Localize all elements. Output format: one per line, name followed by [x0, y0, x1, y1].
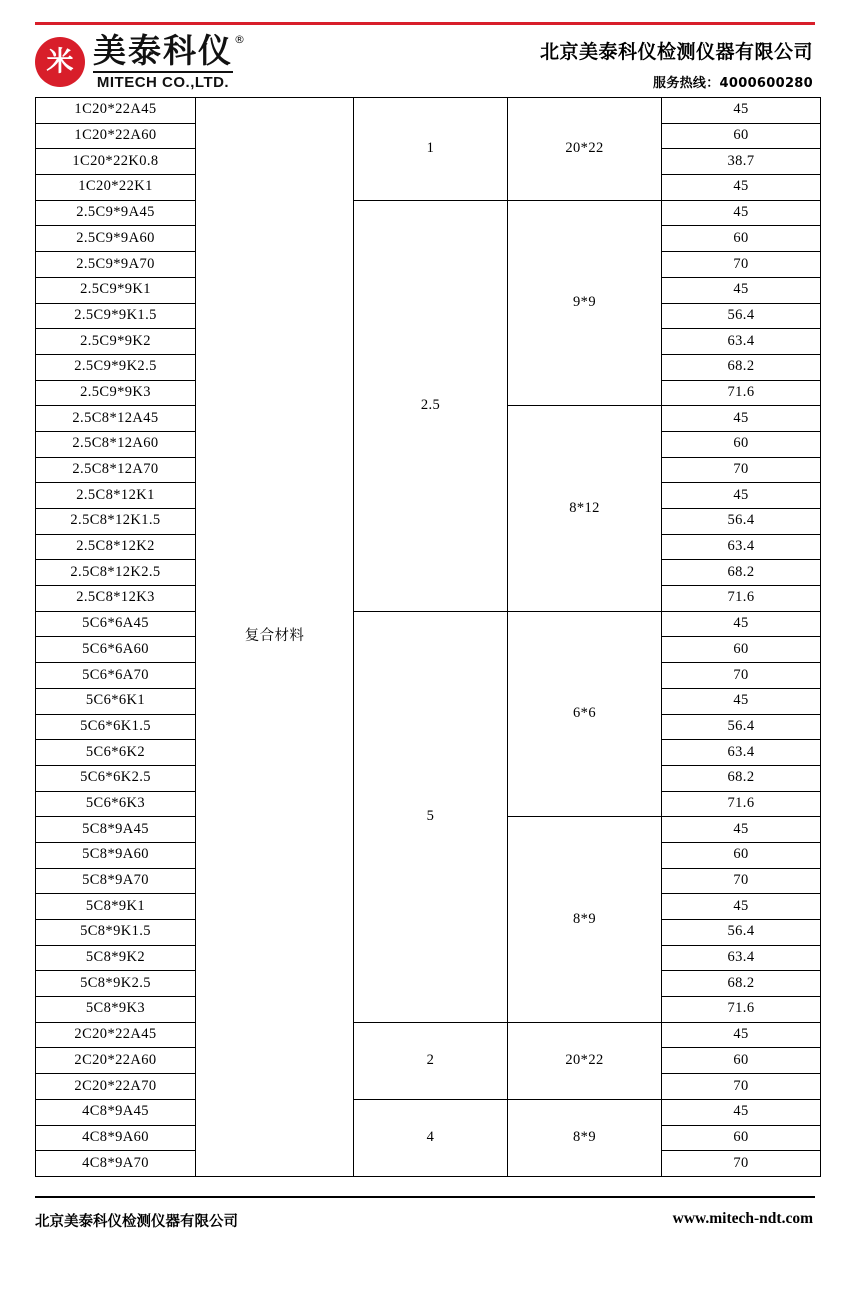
cell-model: 5C6*6A60 [36, 637, 196, 663]
cell-model: 2.5C8*12K2.5 [36, 560, 196, 586]
cell-angle: 45 [662, 175, 821, 201]
cell-angle: 71.6 [662, 997, 821, 1023]
cell-angle: 56.4 [662, 714, 821, 740]
cell-model: 2.5C9*9A45 [36, 200, 196, 226]
cell-angle: 68.2 [662, 971, 821, 997]
cell-frequency: 2 [354, 1022, 508, 1099]
cell-model: 5C6*6K1 [36, 688, 196, 714]
cell-model: 5C8*9A70 [36, 868, 196, 894]
table-row [36, 1022, 821, 1048]
cell-model: 1C20*22K0.8 [36, 149, 196, 175]
cell-angle: 70 [662, 252, 821, 278]
cell-model: 4C8*9A60 [36, 1125, 196, 1151]
table-row [36, 200, 821, 226]
cell-model: 2.5C9*9K1 [36, 277, 196, 303]
cell-model: 2.5C8*12K2 [36, 534, 196, 560]
cell-angle: 71.6 [662, 380, 821, 406]
cell-model: 5C6*6A45 [36, 611, 196, 637]
cell-model: 5C6*6K2 [36, 740, 196, 766]
cell-angle: 60 [662, 226, 821, 252]
cell-angle: 45 [662, 1022, 821, 1048]
cell-model: 5C6*6K3 [36, 791, 196, 817]
cell-model: 2.5C9*9A60 [36, 226, 196, 252]
cell-angle: 60 [662, 637, 821, 663]
cell-frequency: 4 [354, 1099, 508, 1176]
cell-angle: 60 [662, 842, 821, 868]
registered-mark-icon: ® [234, 33, 247, 47]
company-name: 北京美泰科仪检测仪器有限公司 [539, 40, 813, 63]
cell-angle: 45 [662, 277, 821, 303]
cell-model: 2.5C9*9K2.5 [36, 354, 196, 380]
cell-angle: 70 [662, 663, 821, 689]
cell-model: 5C8*9K2.5 [36, 971, 196, 997]
cell-model: 2.5C8*12K1.5 [36, 509, 196, 535]
cell-model: 5C8*9A60 [36, 842, 196, 868]
brand-text [93, 31, 247, 91]
cell-material: 复合材料 [196, 98, 354, 1177]
cell-angle: 45 [662, 98, 821, 124]
cell-size: 8*12 [508, 406, 662, 612]
cell-angle: 60 [662, 1048, 821, 1074]
footer-company-name: 北京美泰科仪检测仪器有限公司 [35, 1214, 238, 1230]
cell-frequency: 5 [354, 611, 508, 1022]
cell-frequency: 2.5 [354, 200, 508, 611]
cell-angle: 45 [662, 688, 821, 714]
cell-angle: 63.4 [662, 740, 821, 766]
cell-model: 5C8*9K2 [36, 945, 196, 971]
cell-model: 2.5C9*9A70 [36, 252, 196, 278]
cell-model: 2.5C8*12A70 [36, 457, 196, 483]
cell-angle: 45 [662, 406, 821, 432]
cell-model: 2.5C9*9K1.5 [36, 303, 196, 329]
cell-size: 9*9 [508, 200, 662, 406]
cell-size: 8*9 [508, 1099, 662, 1176]
brand-block [35, 28, 247, 91]
cell-angle: 45 [662, 483, 821, 509]
cell-angle: 63.4 [662, 329, 821, 355]
cell-angle: 56.4 [662, 303, 821, 329]
footer-website[interactable]: www.mitech-ndt.com [672, 1210, 813, 1227]
cell-model: 2.5C9*9K2 [36, 329, 196, 355]
cell-model: 5C6*6A70 [36, 663, 196, 689]
cell-angle: 45 [662, 894, 821, 920]
cell-angle: 63.4 [662, 945, 821, 971]
cell-model: 1C20*22A45 [36, 98, 196, 124]
cell-angle: 38.7 [662, 149, 821, 175]
table-row [36, 1099, 821, 1125]
cell-model: 2C20*22A70 [36, 1074, 196, 1100]
mitech-logo-icon [35, 37, 85, 87]
brand-name-cn [93, 31, 247, 71]
cell-size: 6*6 [508, 611, 662, 817]
cell-model: 2C20*22A60 [36, 1048, 196, 1074]
cell-frequency: 1 [354, 98, 508, 201]
cell-model: 2.5C8*12K1 [36, 483, 196, 509]
cell-angle: 70 [662, 868, 821, 894]
brand-name-en: MITECH CO.,LTD. [93, 71, 233, 91]
cell-model: 2.5C8*12A45 [36, 406, 196, 432]
cell-model: 5C6*6K2.5 [36, 765, 196, 791]
cell-angle: 68.2 [662, 560, 821, 586]
cell-angle: 56.4 [662, 509, 821, 535]
cell-angle: 45 [662, 817, 821, 843]
cell-angle: 70 [662, 1151, 821, 1177]
page-header [35, 22, 815, 94]
cell-model: 5C8*9K3 [36, 997, 196, 1023]
cell-model: 4C8*9A70 [36, 1151, 196, 1177]
table-row [36, 98, 821, 124]
table-row [36, 611, 821, 637]
cell-angle: 60 [662, 1125, 821, 1151]
cell-angle: 68.2 [662, 765, 821, 791]
cell-model: 1C20*22A60 [36, 123, 196, 149]
cell-model: 5C8*9K1 [36, 894, 196, 920]
cell-size: 20*22 [508, 1022, 662, 1099]
cell-model: 5C8*9A45 [36, 817, 196, 843]
cell-angle: 45 [662, 200, 821, 226]
cell-size: 8*9 [508, 817, 662, 1023]
header-company-block [540, 29, 815, 91]
cell-angle: 63.4 [662, 534, 821, 560]
service-hotline: 服务热线：4000600280 [653, 75, 813, 91]
cell-angle: 70 [662, 1074, 821, 1100]
cell-model: 2C20*22A45 [36, 1022, 196, 1048]
cell-angle: 71.6 [662, 586, 821, 612]
cell-angle: 45 [662, 1099, 821, 1125]
cell-model: 2.5C9*9K3 [36, 380, 196, 406]
spec-table-body [36, 98, 821, 1177]
cell-model: 2.5C8*12A60 [36, 431, 196, 457]
cell-angle: 56.4 [662, 920, 821, 946]
cell-model: 1C20*22K1 [36, 175, 196, 201]
cell-angle: 60 [662, 431, 821, 457]
cell-model: 5C6*6K1.5 [36, 714, 196, 740]
cell-angle: 71.6 [662, 791, 821, 817]
cell-angle: 70 [662, 457, 821, 483]
cell-size: 20*22 [508, 98, 662, 201]
page-footer [35, 1196, 815, 1231]
cell-angle: 68.2 [662, 354, 821, 380]
brand-name-cn-text: 美泰科仪 [93, 31, 233, 71]
cell-model: 5C8*9K1.5 [36, 920, 196, 946]
cell-model: 4C8*9A45 [36, 1099, 196, 1125]
cell-model: 2.5C8*12K3 [36, 586, 196, 612]
cell-angle: 60 [662, 123, 821, 149]
cell-angle: 45 [662, 611, 821, 637]
spec-table-wrapper [35, 97, 815, 1177]
logo-glyph: 米 [46, 46, 74, 78]
spec-table [35, 97, 821, 1177]
